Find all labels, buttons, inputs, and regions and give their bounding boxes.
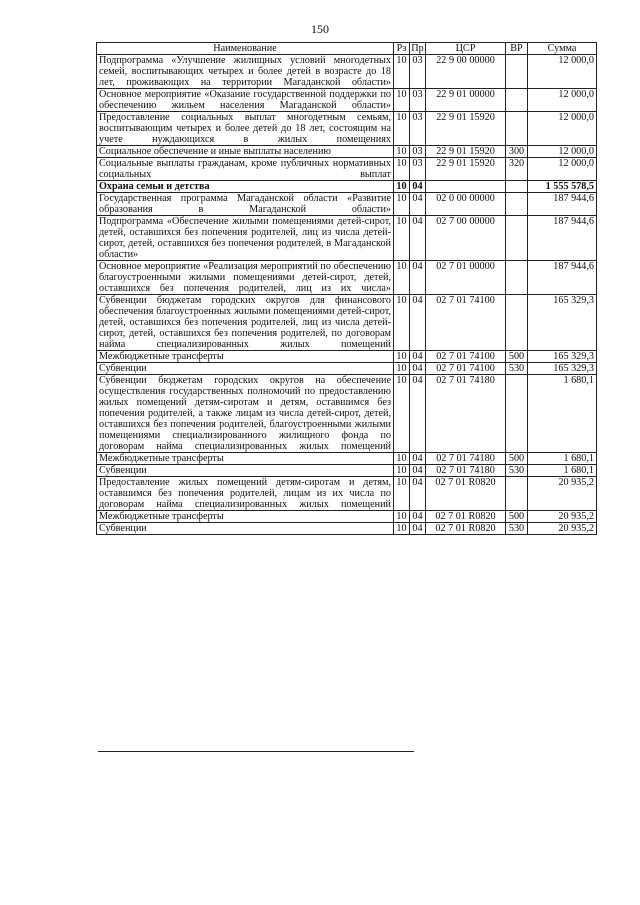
cell-pr: 04: [410, 453, 426, 465]
cell-pr: 04: [410, 523, 426, 535]
cell-sum: 187 944,6: [528, 261, 597, 295]
cell-vr: 500: [506, 511, 528, 523]
table-row: [97, 453, 597, 465]
cell-name: Социальные выплаты гражданам, кроме публичных нормативных социальных выплат: [97, 158, 394, 181]
cell-sum: 1 680,1: [528, 375, 597, 453]
table-row: [97, 351, 597, 363]
cell-vr: [506, 216, 528, 261]
table-row: [97, 89, 597, 112]
cell-name: Межбюджетные трансферты: [97, 511, 394, 523]
cell-csr: 02 7 01 R0820: [426, 477, 506, 511]
cell-csr: 02 7 01 74180: [426, 465, 506, 477]
budget-table: [96, 42, 597, 535]
cell-name: Субвенции: [97, 523, 394, 535]
cell-csr: 22 9 01 15920: [426, 158, 506, 181]
cell-csr: 02 7 01 74100: [426, 295, 506, 351]
cell-csr: 22 9 01 15920: [426, 112, 506, 146]
table-header-row: [97, 43, 597, 55]
cell-pr: 04: [410, 295, 426, 351]
header-name: Наименование: [97, 43, 394, 55]
cell-name: Субвенции бюджетам городских округов для финансового обеспечения благоустроенных жилыми помещениями детей-сирот, детей, оставшихся без попечения родителей, лиц из числа детей-сирот, детей, оставшихся без попечения родителей, по договорам найма специализированных жилых помещений: [97, 295, 394, 351]
footer-rule: [98, 751, 414, 752]
cell-rz: 10: [394, 112, 410, 146]
cell-rz: 10: [394, 216, 410, 261]
cell-name: Предоставление жилых помещений детям-сиротам и детям, оставшимся без попечения родителей, лицам из их числа по договорам найма специализированных жилых помещений: [97, 477, 394, 511]
cell-sum: 165 329,3: [528, 363, 597, 375]
cell-vr: 500: [506, 453, 528, 465]
cell-pr: 04: [410, 351, 426, 363]
cell-vr: 530: [506, 363, 528, 375]
header-vr: ВР: [506, 43, 528, 55]
cell-csr: 02 7 00 00000: [426, 216, 506, 261]
cell-csr: 22 9 00 00000: [426, 55, 506, 89]
page-number: 150: [311, 22, 329, 36]
cell-pr: 04: [410, 216, 426, 261]
cell-rz: 10: [394, 351, 410, 363]
cell-name: Субвенции: [97, 363, 394, 375]
cell-rz: 10: [394, 477, 410, 511]
cell-sum: 165 329,3: [528, 351, 597, 363]
table-row: [97, 158, 597, 181]
cell-name: Охрана семьи и детства: [97, 181, 394, 193]
cell-sum: 12 000,0: [528, 158, 597, 181]
table-row: [97, 216, 597, 261]
cell-sum: 20 935,2: [528, 523, 597, 535]
table-row: [97, 511, 597, 523]
cell-vr: [506, 55, 528, 89]
cell-rz: 10: [394, 523, 410, 535]
cell-pr: 03: [410, 55, 426, 89]
header-csr: ЦСР: [426, 43, 506, 55]
cell-sum: 187 944,6: [528, 193, 597, 216]
table-row: [97, 363, 597, 375]
cell-sum: 1 680,1: [528, 465, 597, 477]
cell-pr: 04: [410, 477, 426, 511]
cell-pr: 04: [410, 511, 426, 523]
cell-sum: 12 000,0: [528, 55, 597, 89]
cell-rz: 10: [394, 363, 410, 375]
cell-rz: 10: [394, 295, 410, 351]
cell-csr: 02 7 01 74100: [426, 351, 506, 363]
cell-rz: 10: [394, 158, 410, 181]
cell-rz: 10: [394, 55, 410, 89]
table-row: [97, 465, 597, 477]
cell-rz: 10: [394, 181, 410, 193]
table-row: [97, 112, 597, 146]
cell-name: Подпрограмма «Обеспечение жилыми помещениями детей-сирот, детей, оставшихся без попечения родителей, лиц из числа детей-сирот, детей, оставшихся без попечения родителей, в Магаданской области»: [97, 216, 394, 261]
cell-vr: 530: [506, 523, 528, 535]
header-sum: Сумма: [528, 43, 597, 55]
table-row: [97, 55, 597, 89]
cell-sum: 20 935,2: [528, 477, 597, 511]
cell-pr: 04: [410, 181, 426, 193]
cell-vr: [506, 261, 528, 295]
cell-csr: 02 7 01 74180: [426, 375, 506, 453]
cell-csr: 22 9 01 00000: [426, 89, 506, 112]
cell-pr: 04: [410, 363, 426, 375]
table-row: [97, 477, 597, 511]
cell-pr: 04: [410, 261, 426, 295]
table-row: [97, 193, 597, 216]
cell-csr: 02 7 01 00000: [426, 261, 506, 295]
cell-pr: 04: [410, 193, 426, 216]
cell-rz: 10: [394, 193, 410, 216]
cell-name: Подпрограмма «Улучшение жилищных условий многодетных семей, воспитывающих четырех и более детей в возрасте до 18 лет, проживающих на территории Магаданской области»: [97, 55, 394, 89]
table-body: [97, 55, 597, 535]
cell-pr: 03: [410, 89, 426, 112]
cell-csr: 02 7 01 R0820: [426, 511, 506, 523]
cell-vr: 500: [506, 351, 528, 363]
cell-sum: 187 944,6: [528, 216, 597, 261]
cell-name: Субвенции: [97, 465, 394, 477]
cell-pr: 03: [410, 146, 426, 158]
cell-sum: 165 329,3: [528, 295, 597, 351]
cell-name: Социальное обеспечение и иные выплаты населению: [97, 146, 394, 158]
cell-rz: 10: [394, 375, 410, 453]
cell-rz: 10: [394, 511, 410, 523]
cell-pr: 03: [410, 158, 426, 181]
cell-vr: [506, 181, 528, 193]
header-pr: Пр: [411, 43, 424, 54]
cell-vr: 320: [506, 158, 528, 181]
cell-name: Государственная программа Магаданской области «Развитие образования в Магаданской области»: [97, 193, 394, 216]
cell-name: Межбюджетные трансферты: [97, 351, 394, 363]
cell-vr: [506, 89, 528, 112]
cell-csr: 22 9 01 15920: [426, 146, 506, 158]
cell-csr: 02 7 01 74180: [426, 453, 506, 465]
cell-sum: 12 000,0: [528, 146, 597, 158]
cell-sum: 1 555 578,5: [528, 181, 597, 193]
table-row: [97, 261, 597, 295]
table-row: [97, 375, 597, 453]
cell-vr: 530: [506, 465, 528, 477]
cell-rz: 10: [394, 261, 410, 295]
table-row: [97, 146, 597, 158]
cell-vr: [506, 112, 528, 146]
table-row: [97, 523, 597, 535]
cell-rz: 10: [394, 465, 410, 477]
cell-sum: 1 680,1: [528, 453, 597, 465]
cell-name: Основное мероприятие «Реализация мероприятий по обеспечению благоустроенными жилыми помещениями детей-сирот, детей, оставшихся без попечения родителей, лиц из их числа»: [97, 261, 394, 295]
header-rz: Рз: [394, 43, 410, 55]
cell-pr: 03: [410, 112, 426, 146]
cell-name: Межбюджетные трансферты: [97, 453, 394, 465]
cell-name: Субвенции бюджетам городских округов на обеспечение осуществления государственных полномочий по предоставлению жилых помещений детям-сиротам и детям, оставшимся без попечения родителей, а также лицам из числа детей-сирот, детей, оставшихся без попечения родителей, благоустроенными жилыми помещениями специализированного жилищного фонда по договорам найма специализированных жилых помещений: [97, 375, 394, 453]
table-row: [97, 181, 597, 193]
cell-sum: 12 000,0: [528, 112, 597, 146]
table-row: [97, 295, 597, 351]
cell-name: Предоставление социальных выплат многодетным семьям, воспитывающим четырех и более детей до 18 лет, состоящим на учете нуждающихся в жилых помещениях: [97, 112, 394, 146]
cell-csr: 02 7 01 R0820: [426, 523, 506, 535]
cell-csr: [426, 181, 506, 193]
cell-pr: 04: [410, 375, 426, 453]
cell-vr: [506, 193, 528, 216]
cell-csr: 02 0 00 00000: [426, 193, 506, 216]
cell-rz: 10: [394, 453, 410, 465]
cell-rz: 10: [394, 146, 410, 158]
cell-vr: [506, 295, 528, 351]
cell-name: Основное мероприятие «Оказание государственной поддержки по обеспечению жильем населения Магаданской области»: [97, 89, 394, 112]
cell-pr: 04: [410, 465, 426, 477]
cell-vr: [506, 375, 528, 453]
cell-rz: 10: [394, 89, 410, 112]
cell-sum: 20 935,2: [528, 511, 597, 523]
cell-csr: 02 7 01 74100: [426, 363, 506, 375]
cell-vr: [506, 477, 528, 511]
cell-sum: 12 000,0: [528, 89, 597, 112]
cell-vr: 300: [506, 146, 528, 158]
